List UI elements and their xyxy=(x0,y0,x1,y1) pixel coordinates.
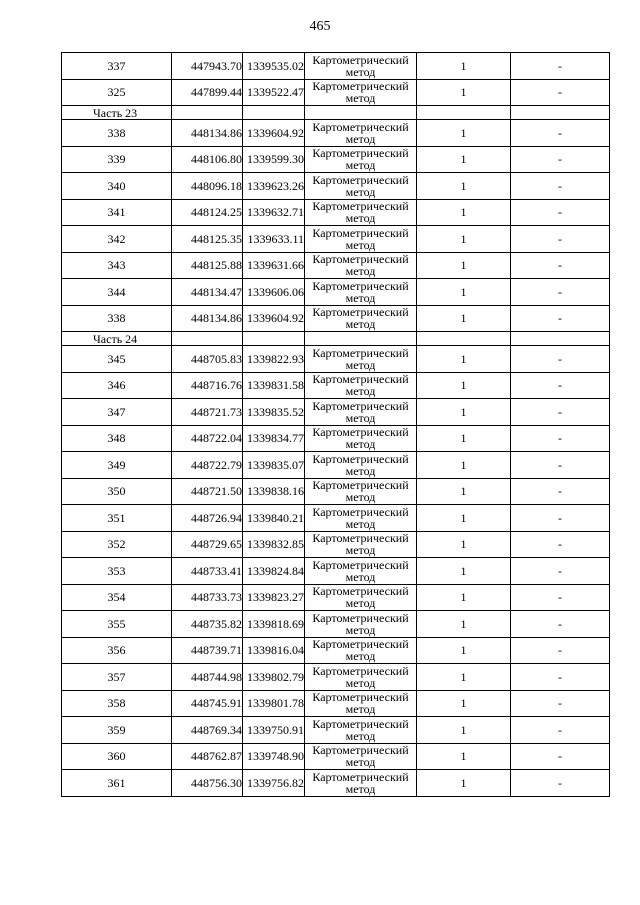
point-number-cell: 360 xyxy=(62,743,172,770)
method-text: метод xyxy=(345,184,376,199)
method-text: Картометрический xyxy=(312,478,409,493)
method-cell xyxy=(305,146,417,173)
method-text: метод xyxy=(345,649,376,664)
accuracy-cell: 1 xyxy=(417,637,511,664)
method-text: метод xyxy=(345,131,376,146)
method-cell xyxy=(305,531,417,558)
method-cell xyxy=(305,664,417,691)
x-coordinate-cell: 447899.44 xyxy=(172,79,243,106)
note-cell: - xyxy=(511,199,610,226)
accuracy-cell: 1 xyxy=(417,505,511,532)
table-row xyxy=(62,717,610,744)
empty-cell xyxy=(305,106,417,120)
x-coordinate-cell: 448705.83 xyxy=(172,346,243,373)
table-row xyxy=(62,558,610,585)
y-coordinate-cell: 1339840.21 xyxy=(243,505,305,532)
method-text: Картометрический xyxy=(312,119,409,134)
table-row xyxy=(62,199,610,226)
note-cell: - xyxy=(511,452,610,479)
method-cell xyxy=(305,173,417,200)
note-cell: - xyxy=(511,690,610,717)
method-cell xyxy=(305,399,417,426)
y-coordinate-cell: 1339522.47 xyxy=(243,79,305,106)
method-cell xyxy=(305,558,417,585)
y-coordinate-cell: 1339816.04 xyxy=(243,637,305,664)
table-row xyxy=(62,279,610,306)
note-cell: - xyxy=(511,372,610,399)
method-cell xyxy=(305,611,417,638)
method-text: метод xyxy=(345,410,376,425)
x-coordinate-cell: 448745.91 xyxy=(172,690,243,717)
table-row xyxy=(62,226,610,253)
method-text: метод xyxy=(345,728,376,743)
method-text: метод xyxy=(345,211,376,226)
method-text: метод xyxy=(345,264,376,279)
method-text: Картометрический xyxy=(312,504,409,519)
method-text: метод xyxy=(345,463,376,478)
point-number-cell: 350 xyxy=(62,478,172,505)
table-row xyxy=(62,478,610,505)
part-header-row xyxy=(62,332,610,346)
table-row xyxy=(62,664,610,691)
method-text: Картометрический xyxy=(312,278,409,293)
x-coordinate-cell: 448125.35 xyxy=(172,226,243,253)
note-cell: - xyxy=(511,346,610,373)
y-coordinate-cell: 1339835.07 xyxy=(243,452,305,479)
accuracy-cell: 1 xyxy=(417,717,511,744)
x-coordinate-cell: 448134.86 xyxy=(172,120,243,147)
point-number-cell: 325 xyxy=(62,79,172,106)
x-coordinate-cell: 448721.50 xyxy=(172,478,243,505)
method-text: Картометрический xyxy=(312,716,409,731)
table-row xyxy=(62,372,610,399)
method-cell xyxy=(305,743,417,770)
x-coordinate-cell: 447943.70 xyxy=(172,53,243,80)
accuracy-cell: 1 xyxy=(417,690,511,717)
point-number-cell: 352 xyxy=(62,531,172,558)
part-header-row xyxy=(62,106,610,120)
method-cell xyxy=(305,584,417,611)
method-text: Картометрический xyxy=(312,690,409,705)
accuracy-cell: 1 xyxy=(417,120,511,147)
table-row xyxy=(62,173,610,200)
point-number-cell: 351 xyxy=(62,505,172,532)
y-coordinate-cell: 1339832.85 xyxy=(243,531,305,558)
method-text: метод xyxy=(345,437,376,452)
y-coordinate-cell: 1339604.92 xyxy=(243,120,305,147)
method-text: Картометрический xyxy=(312,663,409,678)
page-number: 465 xyxy=(309,19,331,34)
x-coordinate-cell: 448106.80 xyxy=(172,146,243,173)
accuracy-cell: 1 xyxy=(417,346,511,373)
method-text: Картометрический xyxy=(312,584,409,599)
accuracy-cell: 1 xyxy=(417,478,511,505)
method-text: метод xyxy=(345,290,376,305)
method-cell xyxy=(305,717,417,744)
y-coordinate-cell: 1339834.77 xyxy=(243,425,305,452)
x-coordinate-cell: 448096.18 xyxy=(172,173,243,200)
accuracy-cell: 1 xyxy=(417,425,511,452)
method-text: метод xyxy=(345,64,376,79)
method-text: Картометрический xyxy=(312,252,409,267)
method-cell xyxy=(305,53,417,80)
method-text: Картометрический xyxy=(312,172,409,187)
method-text: Картометрический xyxy=(312,79,409,94)
method-text: метод xyxy=(345,781,376,796)
method-cell xyxy=(305,478,417,505)
method-text: метод xyxy=(345,516,376,531)
y-coordinate-cell: 1339631.66 xyxy=(243,252,305,279)
point-number-cell: 340 xyxy=(62,173,172,200)
x-coordinate-cell: 448756.30 xyxy=(172,770,243,797)
method-text: метод xyxy=(345,317,376,332)
x-coordinate-cell: 448733.41 xyxy=(172,558,243,585)
x-coordinate-cell: 448721.73 xyxy=(172,399,243,426)
method-cell xyxy=(305,637,417,664)
note-cell: - xyxy=(511,226,610,253)
note-cell: - xyxy=(511,717,610,744)
y-coordinate-cell: 1339802.79 xyxy=(243,664,305,691)
method-text: метод xyxy=(345,622,376,637)
y-coordinate-cell: 1339831.58 xyxy=(243,372,305,399)
point-number-cell: 357 xyxy=(62,664,172,691)
method-cell xyxy=(305,279,417,306)
y-coordinate-cell: 1339835.52 xyxy=(243,399,305,426)
method-text: метод xyxy=(345,158,376,173)
point-number-cell: 342 xyxy=(62,226,172,253)
accuracy-cell: 1 xyxy=(417,305,511,332)
note-cell: - xyxy=(511,743,610,770)
table-row xyxy=(62,252,610,279)
method-text: Картометрический xyxy=(312,557,409,572)
note-cell: - xyxy=(511,637,610,664)
accuracy-cell: 1 xyxy=(417,199,511,226)
part-label: Часть 24 xyxy=(62,332,172,346)
method-cell xyxy=(305,199,417,226)
method-text: Картометрический xyxy=(312,199,409,214)
empty-cell xyxy=(417,332,511,346)
x-coordinate-cell: 448124.25 xyxy=(172,199,243,226)
table-row xyxy=(62,146,610,173)
method-text: метод xyxy=(345,675,376,690)
point-number-cell: 355 xyxy=(62,611,172,638)
x-coordinate-cell: 448739.71 xyxy=(172,637,243,664)
point-number-cell: 344 xyxy=(62,279,172,306)
method-text: метод xyxy=(345,569,376,584)
accuracy-cell: 1 xyxy=(417,452,511,479)
method-text: метод xyxy=(345,702,376,717)
table-row xyxy=(62,452,610,479)
note-cell: - xyxy=(511,611,610,638)
x-coordinate-cell: 448744.98 xyxy=(172,664,243,691)
method-cell xyxy=(305,425,417,452)
empty-cell xyxy=(172,106,243,120)
method-cell xyxy=(305,505,417,532)
note-cell: - xyxy=(511,173,610,200)
accuracy-cell: 1 xyxy=(417,399,511,426)
method-text: Картометрический xyxy=(312,637,409,652)
method-text: метод xyxy=(345,543,376,558)
table-row xyxy=(62,305,610,332)
note-cell: - xyxy=(511,531,610,558)
table-row xyxy=(62,53,610,80)
accuracy-cell: 1 xyxy=(417,252,511,279)
point-number-cell: 346 xyxy=(62,372,172,399)
empty-cell xyxy=(243,106,305,120)
note-cell: - xyxy=(511,478,610,505)
note-cell: - xyxy=(511,53,610,80)
point-number-cell: 339 xyxy=(62,146,172,173)
method-text: метод xyxy=(345,357,376,372)
accuracy-cell: 1 xyxy=(417,53,511,80)
accuracy-cell: 1 xyxy=(417,79,511,106)
note-cell: - xyxy=(511,664,610,691)
empty-cell xyxy=(305,332,417,346)
y-coordinate-cell: 1339623.26 xyxy=(243,173,305,200)
note-cell: - xyxy=(511,770,610,797)
table-row xyxy=(62,611,610,638)
method-text: Картометрический xyxy=(312,451,409,466)
y-coordinate-cell: 1339748.90 xyxy=(243,743,305,770)
method-text: Картометрический xyxy=(312,425,409,440)
method-text: Картометрический xyxy=(312,372,409,387)
y-coordinate-cell: 1339604.92 xyxy=(243,305,305,332)
empty-cell xyxy=(511,332,610,346)
point-number-cell: 356 xyxy=(62,637,172,664)
x-coordinate-cell: 448716.76 xyxy=(172,372,243,399)
point-number-cell: 354 xyxy=(62,584,172,611)
y-coordinate-cell: 1339818.69 xyxy=(243,611,305,638)
x-coordinate-cell: 448769.34 xyxy=(172,717,243,744)
table-row xyxy=(62,120,610,147)
method-cell xyxy=(305,452,417,479)
point-number-cell: 359 xyxy=(62,717,172,744)
accuracy-cell: 1 xyxy=(417,173,511,200)
accuracy-cell: 1 xyxy=(417,531,511,558)
x-coordinate-cell: 448735.82 xyxy=(172,611,243,638)
coordinates-table-body xyxy=(62,53,610,797)
table-row xyxy=(62,743,610,770)
y-coordinate-cell: 1339756.82 xyxy=(243,770,305,797)
note-cell: - xyxy=(511,252,610,279)
method-text: Картометрический xyxy=(312,769,409,784)
method-text: Картометрический xyxy=(312,531,409,546)
table-row xyxy=(62,531,610,558)
y-coordinate-cell: 1339801.78 xyxy=(243,690,305,717)
accuracy-cell: 1 xyxy=(417,770,511,797)
table-row xyxy=(62,346,610,373)
x-coordinate-cell: 448733.73 xyxy=(172,584,243,611)
point-number-cell: 347 xyxy=(62,399,172,426)
note-cell: - xyxy=(511,305,610,332)
x-coordinate-cell: 448762.87 xyxy=(172,743,243,770)
accuracy-cell: 1 xyxy=(417,611,511,638)
method-text: Картометрический xyxy=(312,225,409,240)
table-row xyxy=(62,399,610,426)
method-cell xyxy=(305,79,417,106)
table-row xyxy=(62,425,610,452)
method-text: Картометрический xyxy=(312,305,409,320)
method-cell xyxy=(305,770,417,797)
point-number-cell: 348 xyxy=(62,425,172,452)
note-cell: - xyxy=(511,146,610,173)
y-coordinate-cell: 1339823.27 xyxy=(243,584,305,611)
method-text: метод xyxy=(345,755,376,770)
accuracy-cell: 1 xyxy=(417,558,511,585)
x-coordinate-cell: 448726.94 xyxy=(172,505,243,532)
method-cell xyxy=(305,226,417,253)
empty-cell xyxy=(417,106,511,120)
method-text: метод xyxy=(345,384,376,399)
method-text: Картометрический xyxy=(312,398,409,413)
x-coordinate-cell: 448134.47 xyxy=(172,279,243,306)
method-text: метод xyxy=(345,91,376,106)
note-cell: - xyxy=(511,558,610,585)
x-coordinate-cell: 448125.88 xyxy=(172,252,243,279)
table-row xyxy=(62,79,610,106)
table-row xyxy=(62,637,610,664)
x-coordinate-cell: 448134.86 xyxy=(172,305,243,332)
y-coordinate-cell: 1339633.11 xyxy=(243,226,305,253)
method-text: Картометрический xyxy=(312,52,409,67)
y-coordinate-cell: 1339535.02 xyxy=(243,53,305,80)
note-cell: - xyxy=(511,79,610,106)
point-number-cell: 343 xyxy=(62,252,172,279)
y-coordinate-cell: 1339632.71 xyxy=(243,199,305,226)
point-number-cell: 341 xyxy=(62,199,172,226)
note-cell: - xyxy=(511,425,610,452)
point-number-cell: 338 xyxy=(62,305,172,332)
y-coordinate-cell: 1339606.06 xyxy=(243,279,305,306)
accuracy-cell: 1 xyxy=(417,226,511,253)
accuracy-cell: 1 xyxy=(417,584,511,611)
note-cell: - xyxy=(511,584,610,611)
method-cell xyxy=(305,252,417,279)
empty-cell xyxy=(243,332,305,346)
x-coordinate-cell: 448722.79 xyxy=(172,452,243,479)
note-cell: - xyxy=(511,120,610,147)
y-coordinate-cell: 1339824.84 xyxy=(243,558,305,585)
method-text: Картометрический xyxy=(312,146,409,161)
point-number-cell: 345 xyxy=(62,346,172,373)
point-number-cell: 338 xyxy=(62,120,172,147)
point-number-cell: 349 xyxy=(62,452,172,479)
point-number-cell: 361 xyxy=(62,770,172,797)
table-row xyxy=(62,505,610,532)
accuracy-cell: 1 xyxy=(417,664,511,691)
method-cell xyxy=(305,690,417,717)
y-coordinate-cell: 1339838.16 xyxy=(243,478,305,505)
note-cell: - xyxy=(511,279,610,306)
method-text: Картометрический xyxy=(312,345,409,360)
table-row xyxy=(62,770,610,797)
note-cell: - xyxy=(511,399,610,426)
method-cell xyxy=(305,305,417,332)
point-number-cell: 337 xyxy=(62,53,172,80)
accuracy-cell: 1 xyxy=(417,146,511,173)
note-cell: - xyxy=(511,505,610,532)
table-row xyxy=(62,690,610,717)
y-coordinate-cell: 1339599.30 xyxy=(243,146,305,173)
accuracy-cell: 1 xyxy=(417,279,511,306)
method-text: метод xyxy=(345,596,376,611)
method-cell xyxy=(305,120,417,147)
accuracy-cell: 1 xyxy=(417,372,511,399)
empty-cell xyxy=(511,106,610,120)
accuracy-cell: 1 xyxy=(417,743,511,770)
method-text: метод xyxy=(345,490,376,505)
coordinates-table xyxy=(61,52,610,797)
method-text: Картометрический xyxy=(312,743,409,758)
x-coordinate-cell: 448729.65 xyxy=(172,531,243,558)
y-coordinate-cell: 1339822.93 xyxy=(243,346,305,373)
y-coordinate-cell: 1339750.91 xyxy=(243,717,305,744)
method-cell xyxy=(305,346,417,373)
method-text: Картометрический xyxy=(312,610,409,625)
point-number-cell: 358 xyxy=(62,690,172,717)
table-row xyxy=(62,584,610,611)
empty-cell xyxy=(172,332,243,346)
method-text: метод xyxy=(345,237,376,252)
method-cell xyxy=(305,372,417,399)
part-label: Часть 23 xyxy=(62,106,172,120)
x-coordinate-cell: 448722.04 xyxy=(172,425,243,452)
point-number-cell: 353 xyxy=(62,558,172,585)
